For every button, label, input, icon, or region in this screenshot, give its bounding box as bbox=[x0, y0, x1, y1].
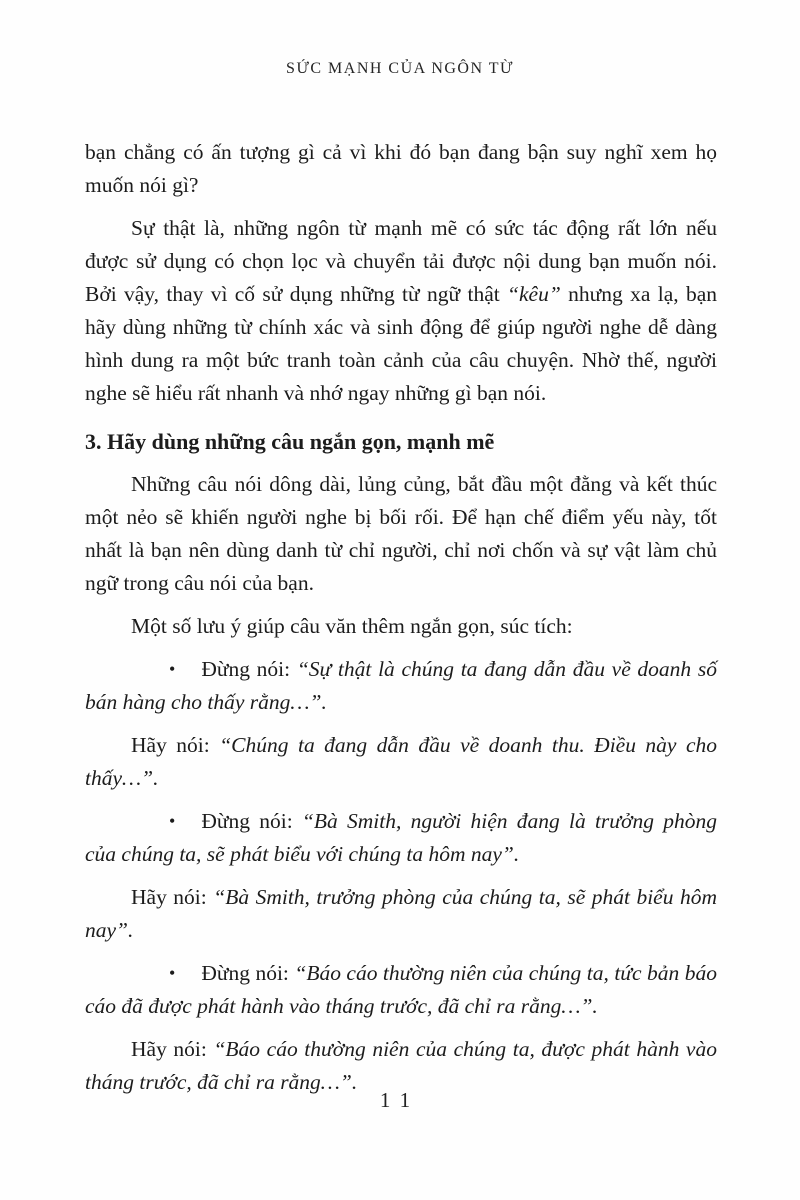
bullet-paragraph bbox=[85, 957, 717, 1023]
body-text: Đừng nói: bbox=[201, 809, 302, 833]
body-text: Đừng nói: bbox=[201, 961, 295, 985]
body-text: Hãy nói: bbox=[131, 733, 220, 757]
quoted-text: “kêu” bbox=[507, 282, 561, 306]
quoted-text: “Chúng ta đang dẫn đầu về doanh thu. Điều này cho thấy…”. bbox=[85, 733, 717, 790]
quoted-text: “Bà Smith, trưởng phòng của chúng ta, sẽ phát biểu hôm nay”. bbox=[85, 885, 717, 942]
paragraph bbox=[85, 468, 717, 600]
section-heading bbox=[85, 427, 717, 457]
bullet-paragraph bbox=[85, 805, 717, 871]
quoted-text: “Sự thật là chúng ta đang dẫn đầu về doanh số bán hàng cho thấy rằng…”. bbox=[85, 657, 717, 714]
paragraph bbox=[85, 136, 717, 202]
bullet-icon: • bbox=[169, 659, 176, 679]
body-text: Một số lưu ý giúp câu văn thêm ngắn gọn, súc tích: bbox=[131, 614, 573, 638]
quoted-text: “Báo cáo thường niên của chúng ta, được phát hành vào tháng trước, đã chỉ ra rằng…”. bbox=[85, 1037, 717, 1094]
body-text: Sự thật là, những ngôn từ mạnh mẽ có sức tác động rất lớn nếu được sử dụng có chọn lọc và chuyển tải được nội dung bạn muốn nói. Bởi vậy, thay vì cố sử dụng những từ ngữ thật bbox=[85, 216, 717, 306]
body-text: 3. Hãy dùng những câu ngắn gọn, mạnh mẽ bbox=[85, 429, 495, 454]
bullet-paragraph bbox=[85, 653, 717, 719]
page-number: 11 bbox=[379, 1088, 421, 1112]
quoted-text: “Báo cáo thường niên của chúng ta, tức bản báo cáo đã được phát hành vào tháng trước, đã chỉ ra rằng…”. bbox=[85, 961, 717, 1018]
bullet-icon: • bbox=[169, 963, 176, 983]
body-text: nhưng xa lạ, bạn hãy dùng những từ chính xác và sinh động để giúp người nghe dễ dàng hình dung ra một bức tranh toàn cảnh của câu chuyện. Nhờ thế, người nghe sẽ hiểu rất nhanh và nhớ ngay những gì bạn nói. bbox=[85, 282, 717, 405]
page-body bbox=[85, 136, 717, 1109]
paragraph bbox=[85, 729, 717, 795]
bullet-icon: • bbox=[169, 811, 176, 831]
paragraph bbox=[85, 881, 717, 947]
body-text: Hãy nói: bbox=[131, 1037, 214, 1061]
running-header: SỨC MẠNH CỦA NGÔN TỪ bbox=[286, 60, 514, 77]
body-text: bạn chẳng có ấn tượng gì cả vì khi đó bạn đang bận suy nghĩ xem họ muốn nói gì? bbox=[85, 140, 717, 197]
quoted-text: “Bà Smith, người hiện đang là trưởng phòng của chúng ta, sẽ phát biểu với chúng ta hôm nay”. bbox=[85, 809, 717, 866]
body-text: Đừng nói: bbox=[201, 657, 297, 681]
body-text: Những câu nói dông dài, lủng củng, bắt đầu một đằng và kết thúc một nẻo sẽ khiến người nghe bị bối rối. Để hạn chế điểm yếu này, tốt nhất là bạn nên dùng danh từ chỉ người, chỉ nơi chốn và sự vật làm chủ ngữ trong câu nói của bạn. bbox=[85, 472, 717, 595]
paragraph bbox=[85, 610, 717, 643]
body-text: Hãy nói: bbox=[131, 885, 214, 909]
paragraph bbox=[85, 212, 717, 410]
